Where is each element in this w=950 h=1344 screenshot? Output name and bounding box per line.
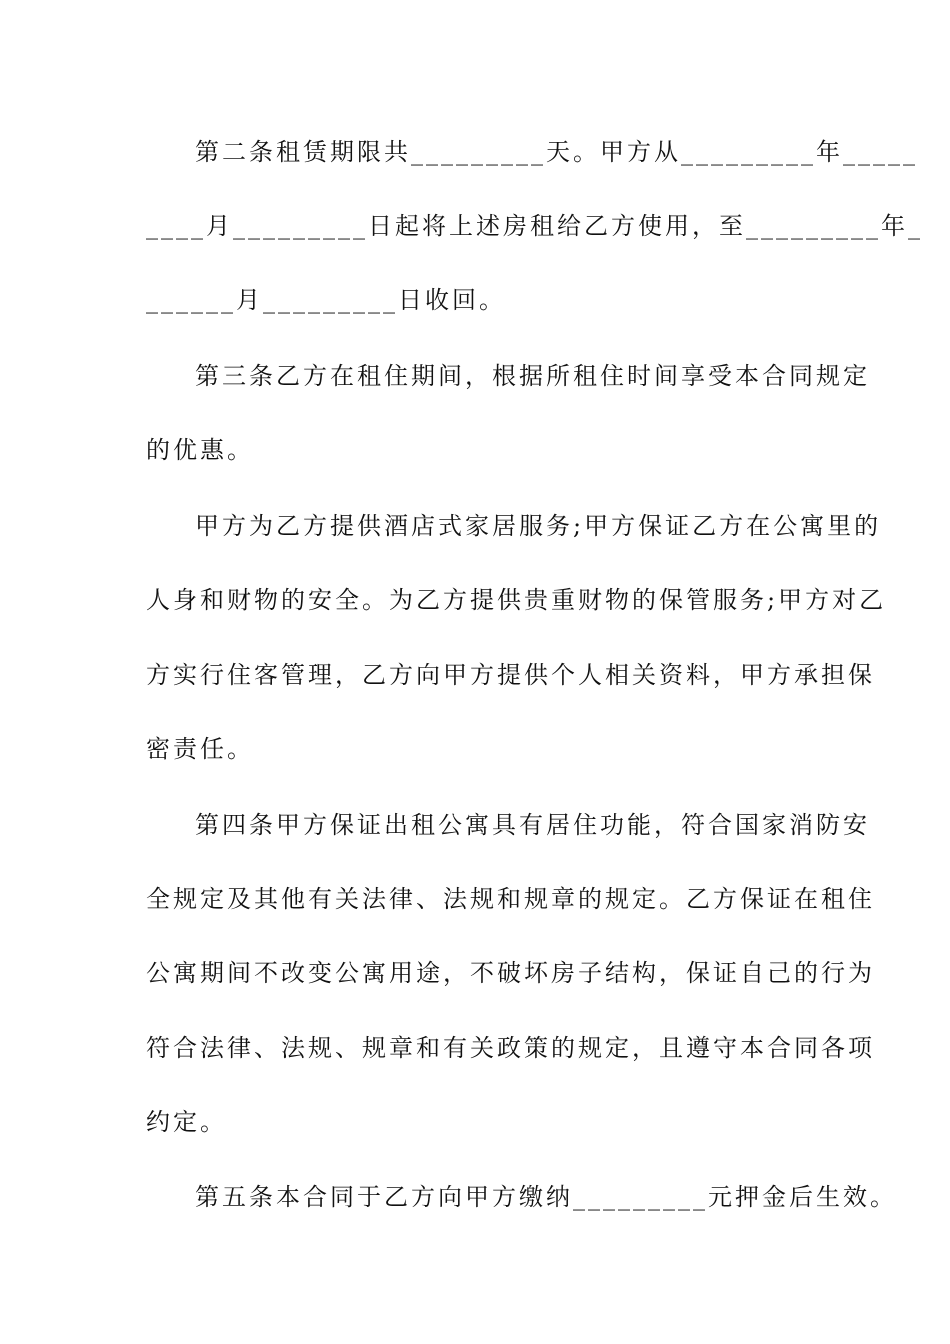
text-line: 人身和财物的安全。为乙方提供贵重财物的保管服务;甲方对乙 xyxy=(146,586,887,614)
text-line: 的优惠。 xyxy=(146,436,254,464)
text-line: 全规定及其他有关法律、法规和规章的规定。乙方保证在租住 xyxy=(146,885,875,913)
text-line: 约定。 xyxy=(146,1108,227,1136)
text-line: ______月_________日收回。 xyxy=(146,286,506,314)
text-line: 第五条本合同于乙方向甲方缴纳_________元押金后生效。 xyxy=(195,1183,897,1211)
text-line: 公寓期间不改变公寓用途，不破坏房子结构，保证自己的行为 xyxy=(146,959,875,987)
text-line: 第三条乙方在租住期间，根据所租住时间享受本合同规定 xyxy=(195,362,870,390)
text-line: 第四条甲方保证出租公寓具有居住功能，符合国家消防安 xyxy=(195,811,870,839)
text-line: 甲方为乙方提供酒店式家居服务;甲方保证乙方在公寓里的 xyxy=(195,512,882,540)
text-line: 第二条租赁期限共_________天。甲方从_________年_____ xyxy=(195,138,918,166)
text-line: ____月_________日起将上述房租给乙方使用，至_________年_ xyxy=(146,212,923,240)
text-line: 方实行住客管理，乙方向甲方提供个人相关资料，甲方承担保 xyxy=(146,661,875,689)
text-line: 符合法律、法规、规章和有关政策的规定，且遵守本合同各项 xyxy=(146,1034,875,1062)
text-line: 密责任。 xyxy=(146,735,254,763)
